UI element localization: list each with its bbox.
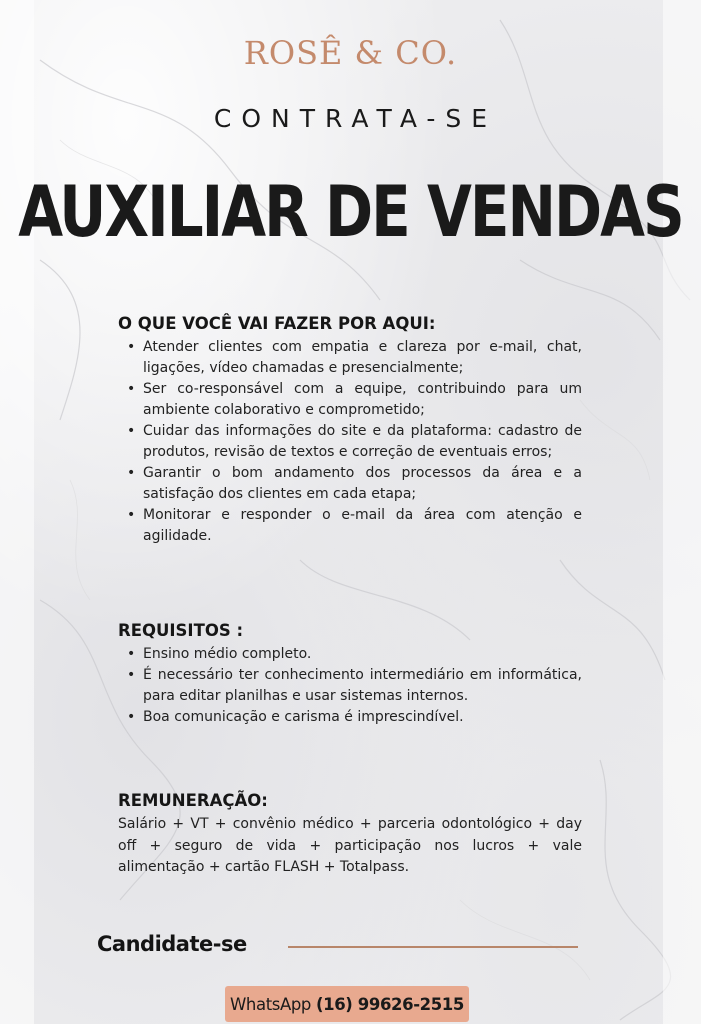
list-item: • Boa comunicação e carisma é imprescindível.: [118, 707, 582, 728]
pay-text: Salário + VT + convênio médico + parceria odontológico + day off + seguro de vida + participação nos lucros + vale alimentação + cartão FLASH + Totalpass.: [118, 816, 582, 875]
apply-heading: Candidate-se: [97, 932, 247, 956]
list-item: • Cuidar das informações do site e da plataforma: cadastro de produtos, revisão de textos e correção de eventuais erros;: [118, 421, 582, 463]
list-item: • Garantir o bom andamento dos processos da área e a satisfação dos clientes em cada etapa;: [118, 463, 582, 505]
subtitle: CONTRATA-SE: [213, 104, 498, 133]
pay-title: REMUNERAÇÃO:: [118, 791, 268, 810]
tasks-list: [118, 337, 582, 547]
list-item: • Atender clientes com empatia e clareza por e-mail, chat, ligações, vídeo chamadas e presencialmente;: [118, 337, 582, 379]
requirements-section: [118, 621, 582, 728]
list-item: • Ser co-responsável com a equipe, contribuindo para um ambiente colaborativo e comprometido;: [118, 379, 582, 421]
list-item: • É necessário ter conhecimento intermediário em informática, para editar planilhas e usar sistemas internos.: [118, 665, 582, 707]
right-margin: [663, 0, 701, 1024]
job-title: AUXILIAR DE VENDAS: [18, 170, 683, 253]
whatsapp-button[interactable]: [225, 986, 469, 1022]
whatsapp-label: WhatsApp: [230, 994, 311, 1014]
divider: [288, 946, 578, 948]
requirements-title: REQUISITOS :: [118, 621, 244, 640]
list-item: • Monitorar e responder o e-mail da área com atenção e agilidade.: [118, 505, 582, 547]
brand-logo: ROSÊ & CO.: [243, 34, 458, 72]
tasks-title: O QUE VOCÊ VAI FAZER POR AQUI:: [118, 314, 436, 333]
whatsapp-number: (16) 99626-2515: [316, 994, 464, 1014]
tasks-section: [118, 314, 582, 547]
left-margin: [0, 0, 34, 1024]
list-item: • Ensino médio completo.: [118, 644, 582, 665]
requirements-list: [118, 644, 582, 728]
pay-section: [118, 791, 582, 879]
